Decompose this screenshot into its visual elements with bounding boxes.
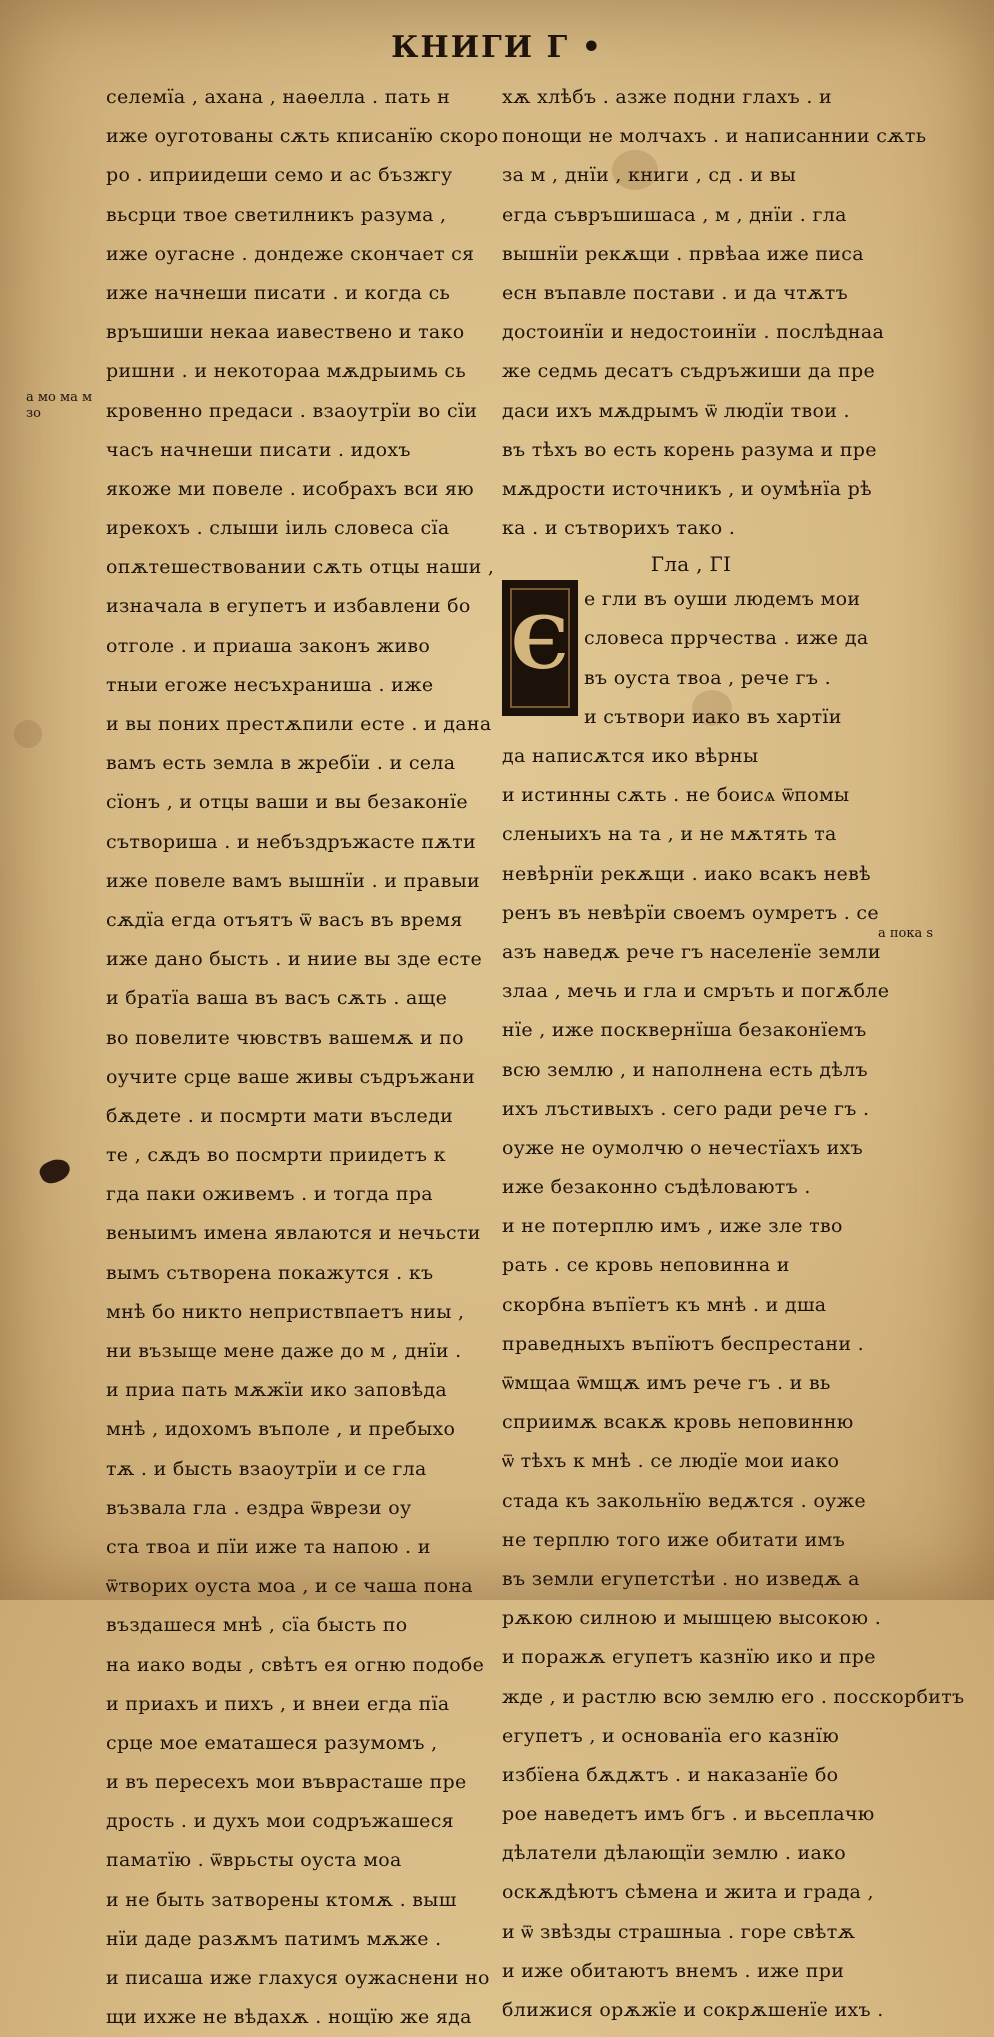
text-line: и ѿ звѣзды страшныа . горе свѣтѫ xyxy=(502,1920,856,1943)
text-line: на иако воды , свѣтъ ея огню подобе xyxy=(106,1653,485,1676)
text-line: иже оугасне . дондеже скончает ся xyxy=(106,242,475,265)
text-line: дѣлатели дѣлающїи землю . иако xyxy=(502,1842,847,1865)
text-line: ирекохъ . слыши іиль словеса сїа xyxy=(106,517,450,540)
text-line: за м , днїи , книги , сд . и вы xyxy=(502,164,797,187)
text-line: же седмь десатъ съдръжиши да пре xyxy=(502,360,875,383)
margin-note-right: а пока ѕ xyxy=(878,926,934,941)
text-line: словеса пррчества . иже да xyxy=(584,627,869,650)
text-line: бѫдете . и посмрти мати въследи xyxy=(106,1104,454,1127)
page-header: КНИГИ Г • xyxy=(391,30,603,65)
text-line: ближися орѫжїе и сокрѫшенїе ихъ . xyxy=(502,1999,884,2021)
text-line: не терплю того иже обитати имъ xyxy=(502,1528,846,1551)
text-line: възвала гла . ездра ѿврези оу xyxy=(106,1496,412,1519)
text-line: паматїю . ѿврьсты оуста моа xyxy=(106,1849,402,1872)
text-line: и въ пересехъ мои въврасташе пре xyxy=(106,1771,467,1794)
text-line: якоже ми повеле . исобрахъ вси яю xyxy=(106,477,475,500)
text-line: оскѫдѣютъ сѣмена и жита и града , xyxy=(502,1881,874,1904)
text-line: хѫ хлѣбъ . азже подни глахъ . и xyxy=(502,86,832,108)
text-line: селемїа , ахана , наѳелла . пать н xyxy=(106,86,451,108)
text-line: иже повеле вамъ вышнїи . и правыи xyxy=(106,869,480,892)
text-line: праведныхъ въпїютъ беспрестани . xyxy=(502,1332,865,1355)
stain xyxy=(14,720,42,748)
text-line: иже безаконно съдѣловаютъ . xyxy=(502,1176,811,1199)
text-line: и приахъ и пихъ , и внеи егда пїа xyxy=(106,1692,450,1715)
decorated-initial xyxy=(502,580,578,716)
left-column xyxy=(106,78,499,2037)
text-line: рѫкою силною и мышцею высокою . xyxy=(502,1607,882,1630)
text-line: и сътвори иако въ хартїи xyxy=(584,705,842,728)
text-line: невѣрнїи рекѫщи . иако всакъ невѣ xyxy=(502,862,871,885)
text-line: и приа пать мѫжїи ико заповѣда xyxy=(106,1379,447,1402)
text-line: мѫдрости источникъ , и оумѣнїа рѣ xyxy=(502,477,872,500)
text-line: злаа , мечь и гла и смръть и погѫбле xyxy=(502,980,890,1003)
text-line: вышнїи рекѫщи . првѣаа иже писа xyxy=(502,242,864,265)
text-line: сѫдїа егда отъятъ ѿ васъ въ время xyxy=(106,908,463,931)
text-line: и вы поних престѫпили есте . и дана xyxy=(106,713,492,735)
text-line: и иже обитаютъ внемъ . иже при xyxy=(502,1959,845,1982)
text-line: ренъ въ невѣрїи своемъ оумретъ . се xyxy=(502,901,879,924)
text-line: и не быть затворены ктомѫ . выш xyxy=(106,1888,457,1911)
text-line: тныи егоже несъхраниша . иже xyxy=(106,673,434,696)
text-line: е гли въ оуши людемъ мои xyxy=(584,588,861,611)
text-line: часъ начнеши писати . идохъ xyxy=(106,438,411,461)
text-line: ро . иприидеши семо и ас бъзжгу xyxy=(106,164,453,187)
text-line: во повелите чювствъ вашемѫ и по xyxy=(106,1026,464,1049)
text-line: и братїа ваша въ васъ сѫть . аще xyxy=(106,987,448,1010)
text-line: въздашеся мнѣ , сїа бысть по xyxy=(106,1614,408,1637)
text-line: щи ихже не вѣдахѫ . нощїю же яда xyxy=(106,2006,472,2029)
text-line: сътвориша . и небъздръжасте пѫти xyxy=(106,830,476,853)
text-line: жде , и растлю всю землю его . посскорбитъ xyxy=(502,1685,965,1708)
text-line: и писаша иже глахуся оужаснени но xyxy=(106,1967,490,1989)
text-line: и не потерплю имъ , иже зле тво xyxy=(502,1215,843,1238)
right-column-top xyxy=(502,78,927,548)
text-line: мнѣ , идохомъ въполе , и пребыхо xyxy=(106,1418,456,1441)
text-line: ѿмщаа ѿмщѫ имъ рече гъ . и вь xyxy=(502,1372,831,1394)
text-line: иже оуготованы сѫть кписанїю скоро xyxy=(106,125,499,148)
text-line: ришни . и некотораа мѫдрыимь сь xyxy=(106,360,467,383)
text-line: всю землю , и наполнена есть дѣлъ xyxy=(502,1058,868,1081)
text-line: оучите срце ваше живы съдръжани xyxy=(106,1065,476,1088)
text-line: скорбна въпїетъ къ мнѣ . и дша xyxy=(502,1293,827,1316)
text-line: азъ наведѫ рече гъ населенїе земли xyxy=(502,940,881,963)
text-line: вамъ есть земла в жребїи . и села xyxy=(106,752,456,775)
text-line: оуже не оумолчю о нечестїахъ ихъ xyxy=(502,1136,864,1159)
text-line: егупетъ , и основанїа его казнїю xyxy=(502,1724,840,1747)
text-line: егда съвръшишаса , м , днїи . гла xyxy=(502,203,847,226)
text-line: отголе . и приаша законъ живо xyxy=(106,634,431,657)
text-line: опѫтешествовании сѫть отцы наши , xyxy=(106,556,495,579)
text-line: тѫ . и бысть взаоутрїи и се гла xyxy=(106,1457,427,1480)
text-line: сприимѫ всакѫ кровь неповинню xyxy=(502,1411,854,1434)
text-line: рое наведетъ имъ бгъ . и вьсеплачю xyxy=(502,1803,875,1826)
text-line: ка . и сътворихъ тако . xyxy=(502,517,736,540)
initial-letter: Є xyxy=(511,600,569,686)
text-line: иже дано бысть . и ниие вы зде есте xyxy=(106,948,483,971)
text-line: въ оуста твоа , рече гъ . xyxy=(584,666,831,689)
text-line: нїе , иже посквернїша безаконїемъ xyxy=(502,1019,867,1042)
text-line: понощи не молчахъ . и написаннии сѫть xyxy=(502,125,927,148)
text-line: те , сѫдъ во посмрти приидетъ к xyxy=(106,1144,446,1167)
text-line: сїонъ , и отцы ваши и вы безаконїе xyxy=(106,791,468,814)
text-line: ѿ тѣхъ к мнѣ . се людїе мои иако xyxy=(502,1450,840,1473)
text-line: нїи даде разѫмъ патимъ мѫже . xyxy=(106,1927,442,1950)
text-line: ни възыще мене даже до м , днїи . xyxy=(106,1340,462,1362)
text-line: дрость . и духъ мои содръжашеся xyxy=(106,1810,454,1833)
text-line: вьсрци твое светилникъ разума , xyxy=(106,203,447,226)
text-line: иже начнеши писати . и когда сь xyxy=(106,281,451,304)
text-line: срце мое ематашеся разумомъ , xyxy=(106,1731,438,1754)
text-line: сленыихъ на та , и не мѫтять та xyxy=(502,823,837,846)
text-line: есн въпавле постави . и да чтѫтъ xyxy=(502,281,848,304)
text-line: мнѣ бо никто неприствпаетъ ниы , xyxy=(106,1300,465,1323)
text-line: ихъ лъстивыхъ . сего ради рече гъ . xyxy=(502,1097,870,1120)
text-line: стада къ закольнїю ведѫтся . оуже xyxy=(502,1489,866,1512)
text-line: избїена бѫдѫтъ . и наказанїе бо xyxy=(502,1763,839,1786)
text-line: кровенно предаси . взаоутрїи во сїи xyxy=(106,399,478,422)
text-line: веныимъ имена явлаются и нечьсти xyxy=(106,1222,481,1245)
ink-blot xyxy=(37,1155,73,1188)
text-line: изначала в егупетъ и избавлени бо xyxy=(106,595,471,618)
text-line: достоинїи и недостоинїи . послѣднаа xyxy=(502,321,885,344)
text-line: въ земли егупетстѣи . но изведѫ а xyxy=(502,1567,860,1590)
text-line: даси ихъ мѫдрымъ ѿ людїи твои . xyxy=(502,399,850,422)
text-line: ѿтворих оуста моа , и се чаша пона xyxy=(106,1575,473,1598)
text-line: ста твоа и пїи иже та напою . и xyxy=(106,1535,431,1558)
margin-note-left: а мо ма м зо xyxy=(26,390,93,421)
chapter-heading: Гла , ГІ xyxy=(650,552,732,577)
text-line: и поражѫ егупетъ казнїю ико и пре xyxy=(502,1646,876,1669)
text-line: гда паки оживемъ . и тогда пра xyxy=(106,1183,433,1206)
text-line: въ тѣхъ во есть корень разума и пре xyxy=(502,438,877,461)
text-line: и истинны сѫть . не боисѧ ѿпомы xyxy=(502,784,850,807)
text-line: вымъ сътворена покажутся . къ xyxy=(106,1261,434,1284)
text-line: връшиши некаа иавествено и тако xyxy=(106,321,465,344)
text-line: да написѫтся ико вѣрны xyxy=(502,745,759,767)
text-line: рать . се кровь неповинна и xyxy=(502,1254,790,1277)
